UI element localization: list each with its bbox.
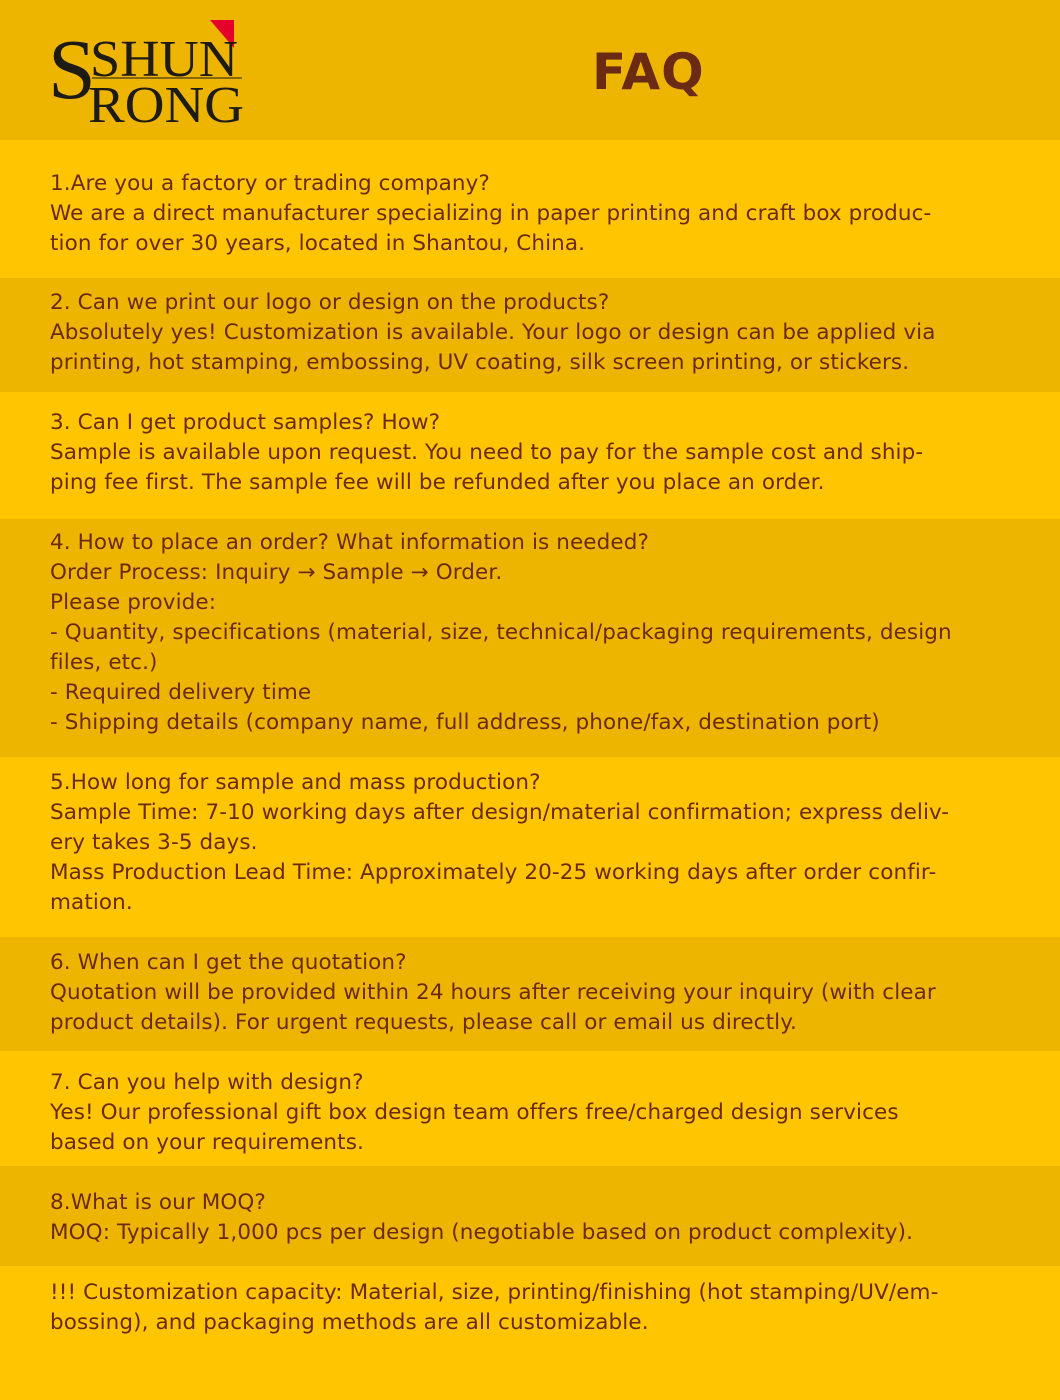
faq-question: !!! Customization capacity: Material, size, printing/finishing (hot stamping/UV/em-	[50, 1280, 939, 1305]
faq-answer-line: product details). For urgent requests, please call or email us directly.	[50, 1010, 797, 1035]
page-header	[0, 0, 1060, 140]
faq-answer-line: ping fee first. The sample fee will be refunded after you place an order.	[50, 470, 825, 495]
faq-answer-line: - Quantity, specifications (material, size, technical/packaging requirements, design	[50, 620, 952, 645]
faq-answer-line: Sample is available upon request. You need to pay for the sample cost and ship-	[50, 440, 924, 465]
faq-answer-line: Order Process: Inquiry → Sample → Order.	[50, 560, 503, 585]
faq-question: 7. Can you help with design?	[50, 1070, 364, 1095]
faq-answer-line: Sample Time: 7-10 working days after design/material confirmation; express deliv-	[50, 800, 950, 825]
faq-item-6	[0, 937, 1060, 1051]
customization-note	[0, 1266, 1060, 1400]
faq-answer-line: tion for over 30 years, located in Shantou, China.	[50, 231, 586, 256]
faq-item-4	[0, 519, 1060, 757]
faq-item-2	[0, 278, 1060, 392]
faq-answer-line: Yes! Our professional gift box design team offers free/charged design services	[50, 1100, 899, 1125]
svg-text:S: S	[48, 21, 96, 117]
faq-list	[0, 140, 1060, 1400]
faq-answer-line: Mass Production Lead Time: Approximately 20-25 working days after order confir-	[50, 860, 937, 885]
faq-answer-line: files, etc.)	[50, 650, 158, 675]
svg-text:SHUN: SHUN	[90, 31, 238, 88]
faq-item-8	[0, 1166, 1060, 1266]
faq-question: 8.What is our MOQ?	[50, 1190, 266, 1215]
svg-text:RONG: RONG	[88, 77, 244, 124]
faq-answer-line: Please provide:	[50, 590, 217, 615]
faq-item-3	[0, 392, 1060, 519]
faq-answer-line: - Shipping details (company name, full address, phone/fax, destination port)	[50, 710, 880, 735]
faq-question: 5.How long for sample and mass production?	[50, 770, 541, 795]
faq-question: 3. Can I get product samples? How?	[50, 410, 441, 435]
faq-answer-line: printing, hot stamping, embossing, UV coating, silk screen printing, or stickers.	[50, 350, 910, 375]
faq-answer-line: based on your requirements.	[50, 1130, 364, 1155]
faq-answer-line: mation.	[50, 890, 133, 915]
faq-item-5	[0, 757, 1060, 937]
shunrong-logo	[48, 20, 248, 124]
faq-item-7	[0, 1051, 1060, 1166]
faq-answer-line: Quotation will be provided within 24 hours after receiving your inquiry (with clear	[50, 980, 936, 1005]
faq-question: 1.Are you a factory or trading company?	[50, 171, 490, 196]
faq-answer-line: We are a direct manufacturer specializing in paper printing and craft box produc-	[50, 201, 932, 226]
faq-item-1	[0, 140, 1060, 278]
faq-answer-line: ery takes 3-5 days.	[50, 830, 258, 855]
faq-answer-line: MOQ: Typically 1,000 pcs per design (negotiable based on product complexity).	[50, 1220, 914, 1245]
faq-question: 6. When can I get the quotation?	[50, 950, 407, 975]
faq-answer-line: - Required delivery time	[50, 680, 312, 705]
page-title: FAQ	[592, 43, 705, 101]
faq-answer-line: bossing), and packaging methods are all customizable.	[50, 1310, 649, 1335]
faq-question: 2. Can we print our logo or design on the products?	[50, 290, 610, 315]
faq-question: 4. How to place an order? What information is needed?	[50, 530, 649, 555]
faq-answer-line: Absolutely yes! Customization is available. Your logo or design can be applied via	[50, 320, 936, 345]
